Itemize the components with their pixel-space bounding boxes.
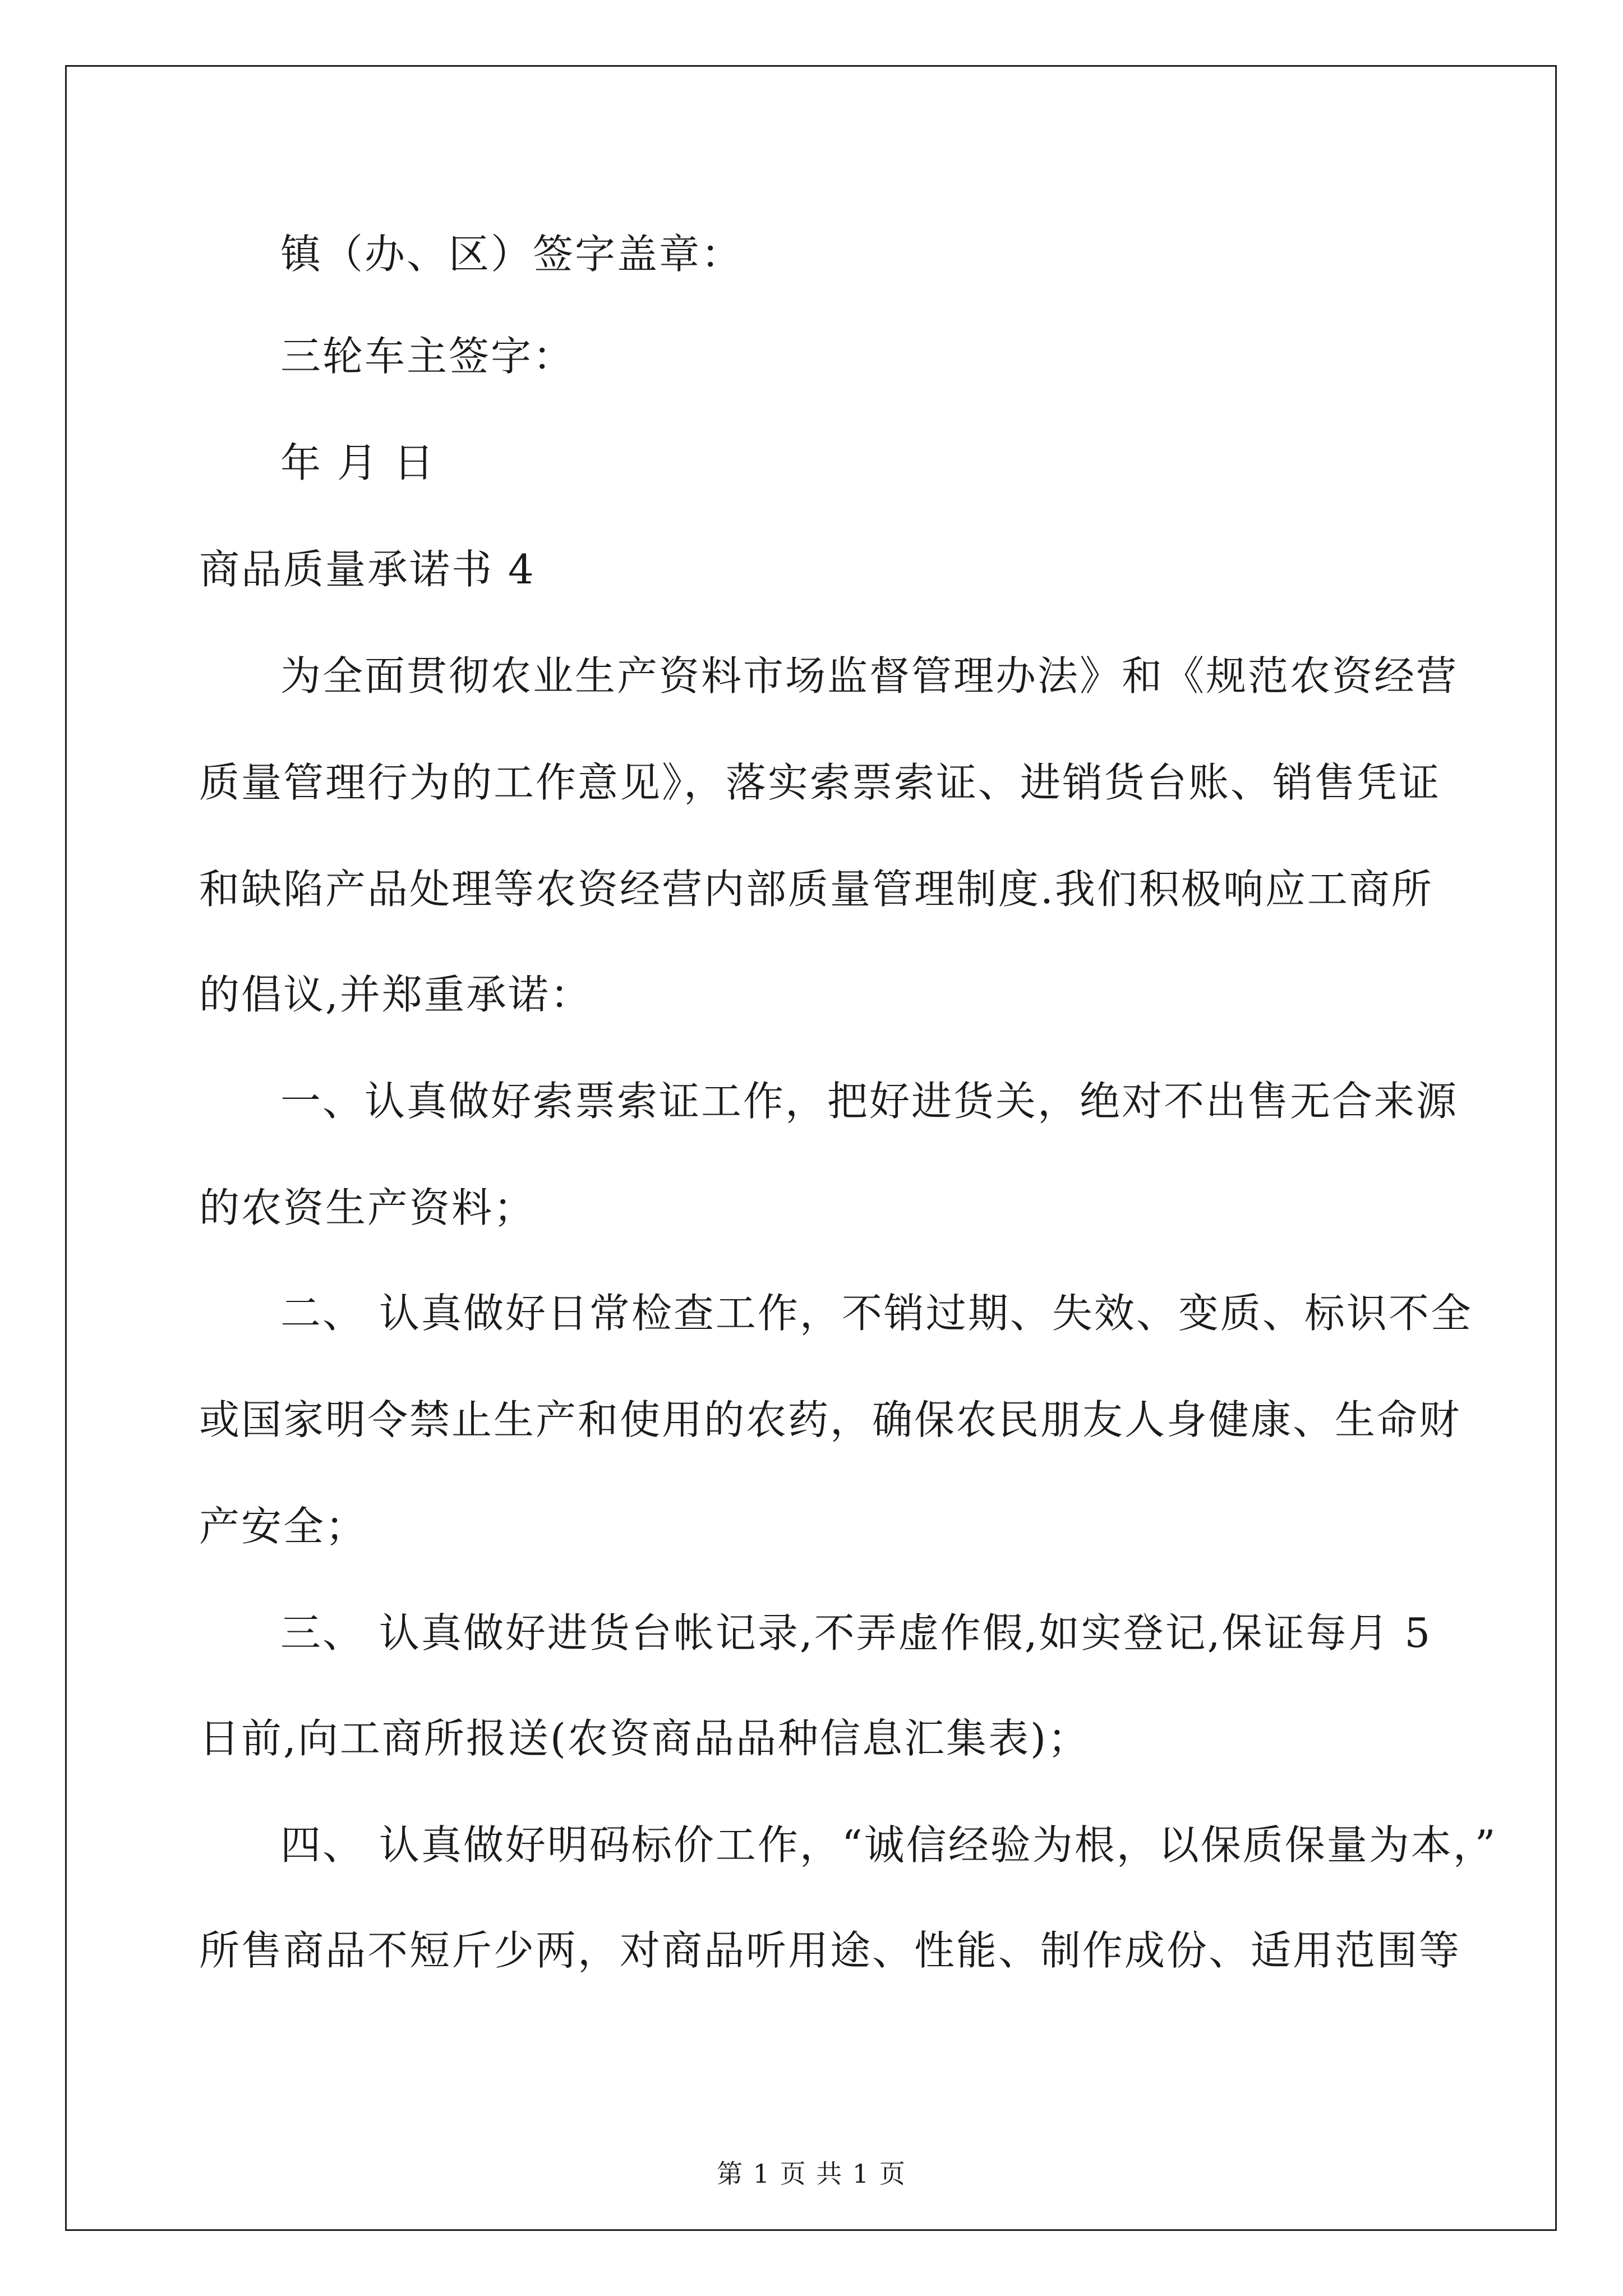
page-footer: 第 1 页 共 1 页 — [717, 2159, 906, 2189]
paragraph-line: 质量管理行为的工作意见》，落实索票索证、进销货台账、销售凭证 — [199, 759, 1441, 806]
paragraph-line: 所售商品不短斤少两，对商品听用途、性能、制作成份、适用范围等 — [199, 1927, 1461, 1974]
page-border — [65, 65, 1557, 2231]
paragraph-line: 产安全； — [199, 1503, 368, 1550]
paragraph-line: 的倡议,并郑重承诺： — [199, 971, 592, 1018]
paragraph-line: 和缺陷产品处理等农资经营内部质量管理制度.我们积极响应工商所 — [199, 866, 1433, 913]
paragraph-line: 的农资生产资料； — [199, 1184, 536, 1231]
paragraph-line: 二、 认真做好日常检查工作，不销过期、失效、变质、标识不全 — [280, 1290, 1473, 1337]
signature-line-town: 镇（办、区）签字盖章： — [280, 231, 744, 278]
paragraph-line: 或国家明令禁止生产和使用的农药，确保农民朋友人身健康、生命财 — [199, 1396, 1461, 1443]
paragraph-line: 四、 认真做好明码标价工作，“诚信经验为根，以保质保量为本，” — [280, 1821, 1497, 1869]
signature-line-owner: 三轮车主签字： — [280, 333, 575, 380]
date-line: 年 月 日 — [280, 439, 436, 486]
section-title: 商品质量承诺书 4 — [199, 546, 536, 593]
paragraph-line: 为全面贯彻农业生产资料市场监督管理办法》和《规范农资经营 — [280, 652, 1459, 700]
paragraph-line: 日前,向工商所报送(农资商品品种信息汇集表)； — [199, 1715, 1090, 1762]
paragraph-line: 三、 认真做好进货台帐记录,不弄虚作假,如实登记,保证每月 5 — [280, 1609, 1432, 1657]
paragraph-line: 一、认真做好索票索证工作，把好进货关，绝对不出售无合来源 — [280, 1078, 1459, 1125]
